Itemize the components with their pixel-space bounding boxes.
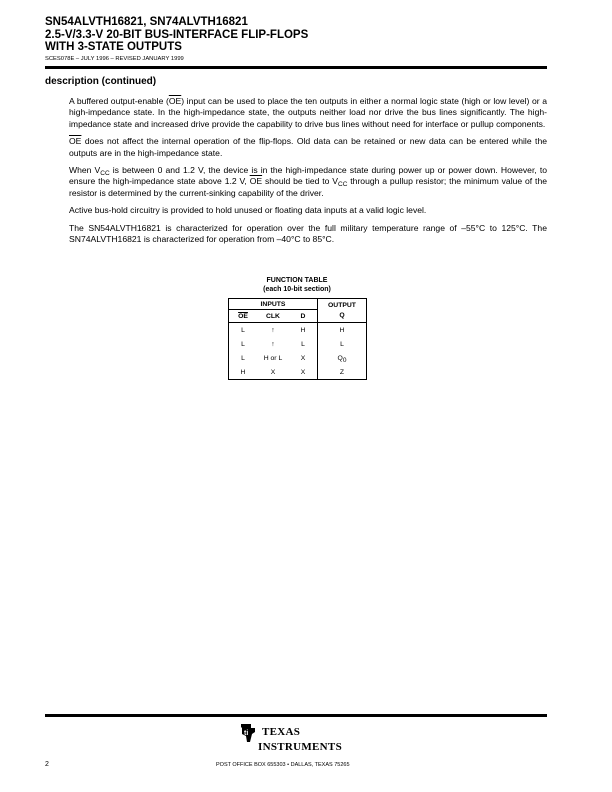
text: does not affect the internal operation of the flip-flops. Old data can be retained or new data can be entered while the outputs are in the high-impedance state. bbox=[69, 136, 547, 158]
text: should be tied to V bbox=[262, 176, 339, 187]
cell-oe: H bbox=[240, 368, 246, 376]
text: When V bbox=[69, 165, 101, 176]
footer-rule bbox=[45, 714, 547, 717]
output-header bbox=[318, 299, 367, 323]
text: DALLAS, TEXAS 75265 bbox=[290, 762, 350, 768]
q-column-label: Q bbox=[339, 311, 345, 319]
cell-oe: L bbox=[241, 340, 245, 348]
d-column-header: D bbox=[289, 310, 318, 323]
cell-q: Z bbox=[318, 365, 367, 380]
cell-clk: ↑ bbox=[271, 340, 275, 348]
cell-q: H bbox=[318, 323, 367, 338]
oe-signal: $\overline{OE}$ bbox=[249, 176, 263, 187]
function-table-subtitle: (each 10-bit section) bbox=[263, 286, 331, 293]
vcc-subscript: CC bbox=[338, 181, 348, 189]
function-table-title: FUNCTION TABLE bbox=[266, 277, 328, 284]
text: A buffered output-enable ( bbox=[69, 96, 169, 106]
text: is between 0 and 1.2 V, the device is in the high-impedance state during power up or power down. However, to ensure the high-impedance state above 1.2 V, bbox=[69, 165, 547, 187]
paragraph-bus-hold: Active bus-hold circuitry is provided to hold unused or floating data inputs at a valid logic level. bbox=[69, 205, 427, 216]
paragraph-temperature: The SN54ALVTH16821 is characterized for operation over the full military temperature range of –55°C to 125°C. The SN74ALVTH16821 is characterized for operation from –40°C to 85°C. bbox=[69, 222, 547, 245]
cell-d: H bbox=[300, 326, 306, 334]
table-row bbox=[229, 365, 367, 380]
cell-clk: X bbox=[270, 368, 276, 376]
oe-signal: $\overline{OE}$ bbox=[69, 136, 82, 147]
cell-clk: H or L bbox=[263, 354, 283, 362]
oe-signal: $\overline{OE}$ bbox=[168, 96, 182, 106]
clk-column-header: CLK bbox=[257, 310, 289, 323]
section-title: description (continued) bbox=[45, 76, 157, 87]
text: POST OFFICE BOX 655303 bbox=[216, 762, 286, 768]
device-title-2: WITH 3-STATE OUTPUTS bbox=[45, 41, 182, 53]
cell-d: X bbox=[300, 354, 306, 362]
table-row bbox=[229, 351, 367, 365]
paragraph-output-enable bbox=[69, 96, 547, 130]
table-row bbox=[229, 323, 367, 338]
description-body bbox=[69, 96, 547, 251]
logo-texas: TEXAS bbox=[262, 726, 301, 738]
device-title: 2.5-V/3.3-V 20-BIT BUS-INTERFACE FLIP-FLOPS bbox=[45, 28, 309, 41]
oe-column-header: $\overline{OE}$ bbox=[238, 312, 248, 320]
bullet: • bbox=[287, 762, 290, 768]
cell-clk: ↑ bbox=[271, 326, 275, 334]
logo-instruments: INSTRUMENTS bbox=[258, 741, 342, 753]
table-row bbox=[229, 337, 367, 351]
doc-revision: SCES078E – JULY 1996 – REVISED JANUARY 1999 bbox=[45, 55, 184, 62]
paragraph-power-up bbox=[69, 165, 547, 199]
vcc-subscript: CC bbox=[100, 170, 110, 178]
output-label: OUTPUT bbox=[328, 301, 356, 309]
q-value: Q bbox=[337, 354, 343, 362]
header-rule bbox=[45, 66, 547, 69]
text: through a pullup resistor; the minimum value of the resistor is determined by the current-sinking capability of the driver. bbox=[69, 176, 547, 198]
svg-text:ti: ti bbox=[244, 730, 249, 737]
document-header bbox=[45, 16, 547, 63]
cell-q: L bbox=[318, 337, 367, 351]
page-number: 2 bbox=[45, 761, 49, 768]
paragraph-oe-internal bbox=[69, 136, 547, 159]
q-subscript: 0 bbox=[342, 356, 347, 364]
cell-d: X bbox=[300, 368, 306, 376]
cell-d: L bbox=[301, 340, 305, 348]
part-numbers: SN54ALVTH16821, SN74ALVTH16821 bbox=[45, 16, 248, 28]
texas-instruments-logo bbox=[238, 722, 348, 760]
cell-oe: L bbox=[241, 326, 245, 334]
cell-oe: L bbox=[241, 354, 245, 362]
inputs-header: INPUTS bbox=[229, 299, 318, 310]
ti-state-icon bbox=[238, 722, 258, 744]
footer-address bbox=[216, 762, 350, 768]
function-table bbox=[228, 298, 367, 380]
cell-q bbox=[318, 351, 367, 365]
text: ) input can be used to place the ten outputs in either a normal logic state (high or low level) or a high-impedance state. In the high-impedance state, the outputs neither load nor drive the bus lines significantly. The high-impedance state and increased drive provide the capability to drive bus lines without need for interface or pullup components. bbox=[69, 96, 547, 129]
